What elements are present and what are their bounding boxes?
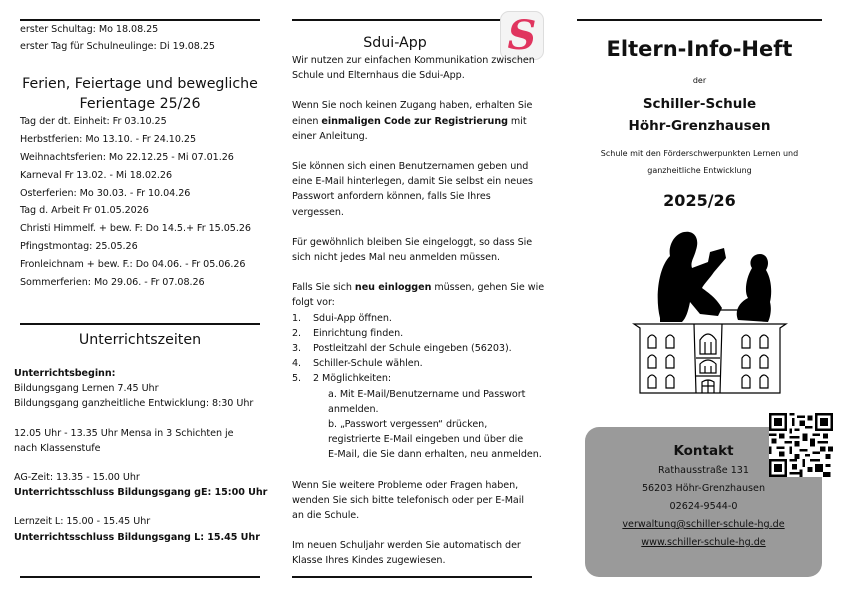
- rule-left-mid: [20, 323, 260, 325]
- sdui-heading: Sdui-App: [363, 35, 427, 51]
- login-step: [292, 371, 562, 386]
- sdui-username-line: Passwort anfordern können, falls Sie Ihres: [292, 191, 491, 203]
- login-steps-list: [292, 311, 562, 387]
- login-step: [292, 311, 562, 326]
- end-l: Unterrichtsschluss Bildungsgang L: 15.45 Uhr: [14, 531, 260, 543]
- holiday-item: Karneval Fr 13.02. - Mi 18.02.26: [20, 169, 173, 181]
- contact-website-link[interactable]: www.schiller-schule-hg.de: [641, 537, 766, 548]
- sdui-logo-icon: S: [507, 11, 537, 59]
- adult-reader-silhouette: [658, 232, 726, 322]
- step-number: 5.: [292, 373, 302, 385]
- step-text: Postleitzahl der Schule eingeben (56203).: [313, 343, 512, 355]
- school-subtitle-line1: Schule mit den Förderschwerpunkten Lernen und: [600, 149, 799, 158]
- lesson-start-l: Bildungsgang Lernen 7.45 Uhr: [14, 383, 159, 395]
- sdui-access-line2: [292, 114, 562, 129]
- holidays-heading-line2: Ferientage 25/26: [79, 96, 201, 113]
- sdui-access-line3: einer Anleitung.: [292, 130, 368, 142]
- login-option-a: a. Mit E-Mail/Benutzername und Passwort: [328, 388, 526, 400]
- login-option-b: b. „Passwort vergessen“ drücken,: [328, 419, 488, 431]
- step-number: 3.: [292, 343, 302, 355]
- step-text: Schiller-Schule wählen.: [313, 358, 423, 370]
- holiday-item: Christi Himmelf. + bew. F: Do 14.5.+ Fr 15.05.26: [20, 223, 251, 235]
- text: Falls Sie sich: [292, 282, 355, 294]
- sdui-help-line: wenden Sie sich bitte telefonisch oder per E-Mail: [292, 494, 524, 506]
- panel-cover: [577, 32, 822, 214]
- login-highlight: neu einloggen: [354, 282, 432, 294]
- school-town: Höhr-Grenzhausen: [628, 118, 771, 134]
- panel-dates-and-times: [20, 22, 280, 291]
- holiday-item: Weihnachtsferien: Mo 22.12.25 - Mi 07.01.26: [20, 152, 234, 163]
- login-option-b-cont: registrierte E-Mail eingeben und über die: [328, 434, 524, 446]
- sdui-help-line: an die Schule.: [292, 510, 360, 522]
- step-number: 4.: [292, 358, 302, 370]
- mensa-line1: 12.05 Uhr - 13.35 Uhr Mensa in 3 Schichten je: [14, 427, 234, 439]
- contact-email-link[interactable]: verwaltung@schiller-schule-hg.de: [622, 519, 785, 530]
- holiday-item: Sommerferien: Mo 29.06. - Fr 07.08.26: [20, 276, 205, 288]
- ag-time: AG-Zeit: 13.35 - 15.00 Uhr: [14, 472, 140, 484]
- step-text: Einrichtung finden.: [313, 327, 404, 339]
- rule-middle-top: [292, 19, 502, 21]
- brochure-title: Eltern-Info-Heft: [606, 37, 793, 61]
- rule-right-top: [577, 19, 822, 21]
- contact-heading: Kontakt: [673, 443, 734, 459]
- text: einen: [292, 115, 322, 127]
- holidays-heading-line1: Ferien, Feiertage und bewegliche: [22, 76, 258, 93]
- step-number: 2.: [292, 327, 302, 339]
- holiday-list: [20, 113, 280, 291]
- sdui-new-year-line: Klasse Ihres Kindes zugewiesen.: [292, 555, 446, 567]
- sdui-stay-logged-line: sich nicht jedes Mal neu anmelden müssen.: [292, 252, 500, 264]
- login-step: [292, 341, 562, 356]
- registration-code-highlight: einmaligen Code zur Registrierung: [321, 115, 508, 127]
- text: mit: [507, 115, 527, 127]
- contact-phone: 02624-9544-0: [669, 501, 738, 512]
- first-school-day: erster Schultag: Mo 18.08.25: [20, 24, 159, 35]
- rule-left-bottom: [20, 576, 260, 578]
- step-text: Sdui-App öffnen.: [313, 312, 392, 324]
- rule-left-top: [20, 19, 260, 21]
- step-number: 1.: [292, 312, 302, 324]
- login-step: [292, 326, 562, 341]
- first-day-new-pupils: erster Tag für Schulneulinge: Di 19.08.25: [20, 41, 215, 53]
- title-der: der: [692, 76, 707, 85]
- text: müssen, gehen Sie wie: [431, 282, 545, 294]
- qr-code-icon[interactable]: [769, 413, 833, 477]
- holiday-item: Tag d. Arbeit Fr 01.05.2026: [20, 205, 149, 217]
- lesson-start-label: Unterrichtsbeginn:: [14, 368, 116, 379]
- sdui-stay-logged-line: Für gewöhnlich bleiben Sie eingeloggt, so dass Sie: [292, 236, 533, 248]
- sdui-intro-line2: Schule und Elternhaus die Sdui-App.: [292, 70, 465, 82]
- panel-sdui-app: [292, 33, 562, 569]
- login-option-a-cont: anmelden.: [328, 403, 379, 415]
- lesson-times-heading: Unterrichtszeiten: [78, 332, 202, 348]
- step-text: 2 Möglichkeiten:: [313, 373, 392, 385]
- holiday-item: Osterferien: Mo 30.03. - Fr 10.04.26: [20, 187, 191, 199]
- school-building-icon: [634, 324, 786, 393]
- rule-middle-bottom: [292, 576, 532, 578]
- mensa-line2: nach Klassenstufe: [14, 442, 101, 454]
- school-subtitle-line2: ganzheitliche Entwicklung: [647, 166, 752, 175]
- login-step: [292, 356, 562, 371]
- child-reader-silhouette: [737, 254, 771, 322]
- sdui-username-line: eine E-Mail hinterlegen, damit Sie selbst ein neues: [292, 176, 533, 188]
- sdui-new-year-line: Im neuen Schuljahr werden Sie automatisch der: [292, 540, 521, 552]
- holiday-item: Tag der dt. Einheit: Fr 03.10.25: [20, 116, 167, 128]
- sdui-login-intro-line2: folgt vor:: [292, 297, 335, 309]
- contact-street: Rathausstraße 131: [657, 465, 750, 476]
- holiday-item: Fronleichnam + bew. F.: Do 04.06. - Fr 05.06.26: [20, 258, 246, 270]
- sdui-help-line: Wenn Sie weitere Probleme oder Fragen haben,: [292, 479, 519, 491]
- end-ge: Unterrichtsschluss Bildungsgang gE: 15:00 Uhr: [14, 487, 268, 499]
- lesson-start-ge: Bildungsgang ganzheitliche Entwicklung: 8:30 Uhr: [14, 398, 254, 410]
- contact-city: 56203 Höhr-Grenzhausen: [641, 483, 766, 494]
- holiday-item: Pfingstmontag: 25.05.26: [20, 240, 138, 252]
- school-year: 2025/26: [663, 191, 736, 210]
- school-building-illustration: [630, 228, 790, 398]
- lernzeit: Lernzeit L: 15.00 - 15.45 Uhr: [14, 516, 151, 528]
- login-option-b-cont: E-Mail, die Sie dann erhalten, neu anmelden.: [328, 449, 542, 461]
- sdui-access-line1: Wenn Sie noch keinen Zugang haben, erhalten Sie: [292, 100, 533, 112]
- sdui-login-intro: [292, 280, 562, 295]
- sdui-username-line: vergessen.: [292, 206, 344, 218]
- holiday-item: Herbstferien: Mo 13.10. - Fr 24.10.25: [20, 134, 197, 146]
- lesson-times-section: [14, 330, 274, 545]
- sdui-intro-line1: Wir nutzen zur einfachen Kommunikation zwischen: [292, 55, 535, 66]
- sdui-username-line: Sie können sich einen Benutzernamen geben und: [292, 161, 529, 173]
- school-name: Schiller-Schule: [642, 96, 757, 112]
